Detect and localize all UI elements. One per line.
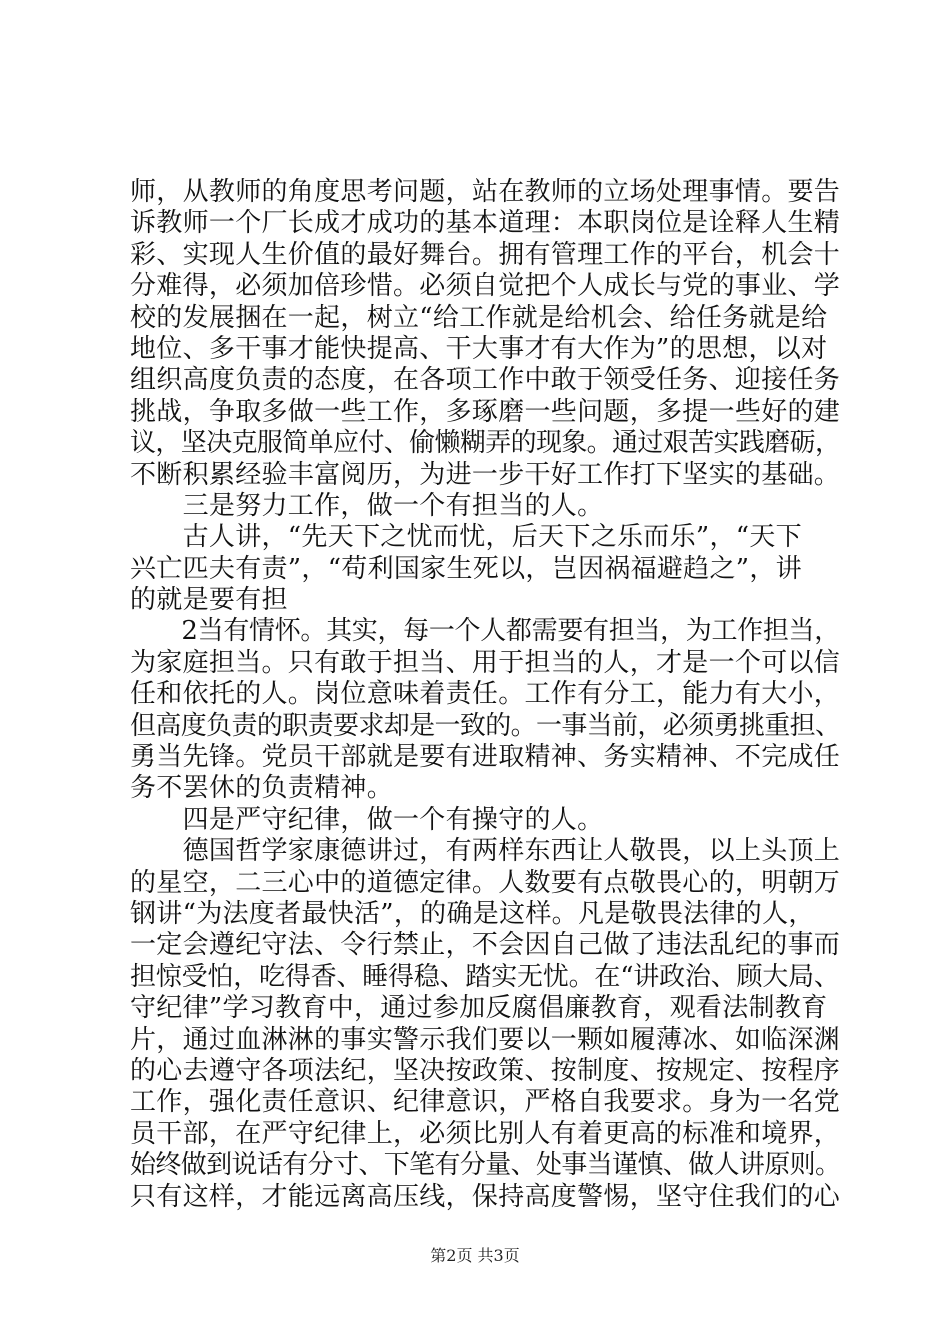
text-line: 诉教师一个厂长成才成功的基本道理：本职岗位是诠释人生精: [130, 208, 841, 239]
text-line: 任和依托的人。岗位意味着责任。工作有分工，能力有大小，: [130, 679, 841, 710]
text-line: 兴亡匹夫有责”，“苟利国家生死以，岂因祸福避趋之”，讲: [130, 553, 802, 584]
text-line: 守纪律”学习教育中，通过参加反腐倡廉教育，观看法制教育: [130, 993, 828, 1024]
text-line: 担惊受怕，吃得香、睡得稳、踏实无忧。在“讲政治、顾大局、: [130, 961, 840, 992]
text-line: 师，从教师的角度思考问题，站在教师的立场处理事情。要告: [130, 177, 841, 207]
text-line: 一定会遵纪守法、令行禁止，不会因自己做了违法乱纪的事而: [130, 930, 841, 961]
text-line: 2当有情怀。其实，每一个人都需要有担当，为工作担当，: [130, 616, 840, 647]
text-line: 议，坚决克服简单应付、偷懒糊弄的现象。通过艰苦实践磨砺，: [130, 428, 841, 459]
text-line: 只有这样，才能远离高压线，保持高度警惕，坚守住我们的心: [130, 1181, 841, 1212]
text-line: 校的发展捆在一起，树立“给工作就是给机会、给任务就是给: [130, 302, 828, 333]
text-line: 三是努力工作，做一个有担当的人。: [130, 490, 604, 521]
text-line: 组织高度负责的态度，在各项工作中敢于领受任务、迎接任务: [130, 365, 841, 396]
text-line: 分难得，必须加倍珍惜。必须自觉把个人成长与党的事业、学: [130, 271, 841, 302]
text-line: 的就是要有担: [130, 585, 288, 616]
text-line: 德国哲学家康德讲过，有两样东西让人敬畏，以上头顶上: [130, 836, 841, 867]
text-line: 务不罢休的负责精神。: [130, 773, 394, 804]
text-line: 古人讲，“先天下之忧而忧，后天下之乐而乐”，“天下: [130, 522, 802, 553]
text-line: 彩、实现人生价值的最好舞台。拥有管理工作的平台，机会十: [130, 239, 841, 270]
text-line: 钢讲“为法度者最快活”，的确是这样。凡是敬畏法律的人，: [130, 898, 815, 929]
text-line: 片，通过血淋淋的事实警示我们要以一颗如履薄冰、如临深渊: [130, 1024, 841, 1055]
text-line: 勇当先锋。党员干部就是要有进取精神、务实精神、不完成任: [130, 742, 841, 773]
document-body: [130, 177, 840, 1213]
text-line: 地位、多干事才能快提高、干大事才有大作为”的思想，以对: [130, 333, 828, 364]
page-footer: 第2页 共3页: [430, 1246, 520, 1265]
text-line: 为家庭担当。只有敢于担当、用于担当的人，才是一个可以信: [130, 647, 841, 678]
text-line: 的心去遵守各项法纪，坚决按政策、按制度、按规定、按程序: [130, 1055, 841, 1086]
text-line: 四是严守纪律，做一个有操守的人。: [130, 804, 604, 835]
text-line: 员干部，在严守纪律上，必须比别人有着更高的标准和境界，: [130, 1118, 841, 1149]
text-line: 不断积累经验丰富阅历，为进一步干好工作打下坚实的基础。: [130, 459, 841, 490]
text-line: 的星空，二三心中的道德定律。人数要有点敬畏心的，明朝万: [130, 867, 841, 898]
text-line: 工作，强化责任意识、纪律意识，严格自我要求。身为一名党: [130, 1087, 841, 1118]
text-line: 始终做到说话有分寸、下笔有分量、处事当谨慎、做人讲原则。: [130, 1150, 841, 1181]
text-line: 但高度负责的职责要求却是一致的。一事当前，必须勇挑重担、: [130, 710, 841, 741]
text-line: 挑战，争取多做一些工作，多琢磨一些问题，多提一些好的建: [130, 396, 841, 427]
